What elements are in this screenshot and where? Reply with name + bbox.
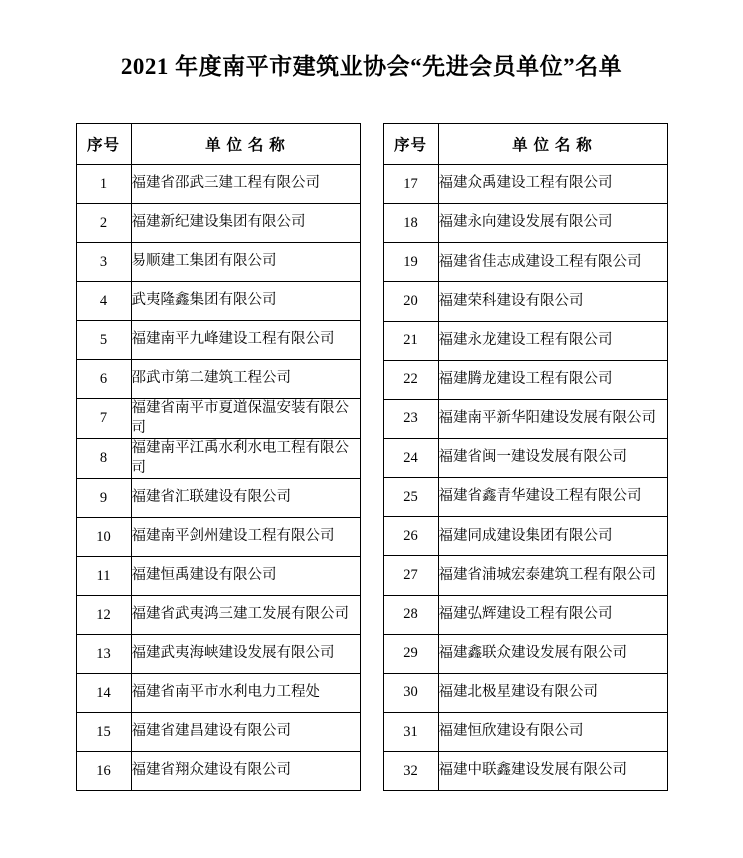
table-row (76, 282, 360, 321)
cell-company-name: 武夷隆鑫集团有限公司 (131, 282, 360, 321)
table-row (383, 595, 667, 634)
cell-sequence-number: 23 (383, 399, 438, 438)
table-row (76, 439, 360, 479)
cell-company-name: 福建武夷海峡建设发展有限公司 (131, 635, 360, 674)
cell-sequence-number: 19 (383, 243, 438, 282)
member-table-left (76, 123, 361, 791)
cell-sequence-number: 25 (383, 478, 438, 517)
table-row (76, 596, 360, 635)
cell-sequence-number: 11 (76, 557, 131, 596)
cell-sequence-number: 28 (383, 595, 438, 634)
member-table-right (383, 123, 668, 791)
table-row (383, 321, 667, 360)
table-row (76, 204, 360, 243)
cell-sequence-number: 31 (383, 712, 438, 751)
cell-sequence-number: 17 (383, 165, 438, 204)
cell-company-name: 福建恒欣建设有限公司 (438, 712, 667, 751)
cell-company-name: 福建永龙建设工程有限公司 (438, 321, 667, 360)
cell-sequence-number: 24 (383, 438, 438, 477)
cell-company-name: 福建北极星建设有限公司 (438, 673, 667, 712)
cell-company-name: 福建省南平市夏道保温安装有限公司 (131, 399, 360, 439)
table-row (76, 360, 360, 399)
cell-sequence-number: 7 (76, 399, 131, 439)
cell-company-name: 福建鑫联众建设发展有限公司 (438, 634, 667, 673)
table-row (383, 399, 667, 438)
table-row (383, 165, 667, 204)
column-header-name: 单 位 名 称 (131, 124, 360, 165)
cell-company-name: 福建恒禹建设有限公司 (131, 557, 360, 596)
cell-company-name: 福建众禹建设工程有限公司 (438, 165, 667, 204)
cell-sequence-number: 29 (383, 634, 438, 673)
cell-sequence-number: 27 (383, 556, 438, 595)
table-header-row (383, 124, 667, 165)
table-row (76, 713, 360, 752)
cell-company-name: 福建腾龙建设工程有限公司 (438, 360, 667, 399)
table-row (383, 517, 667, 556)
table-row (383, 438, 667, 477)
cell-sequence-number: 14 (76, 674, 131, 713)
cell-company-name: 福建南平新华阳建设发展有限公司 (438, 399, 667, 438)
table-row (383, 243, 667, 282)
cell-company-name: 福建省闽一建设发展有限公司 (438, 438, 667, 477)
cell-company-name: 福建省武夷鸿三建工发展有限公司 (131, 596, 360, 635)
cell-sequence-number: 32 (383, 752, 438, 791)
cell-sequence-number: 4 (76, 282, 131, 321)
table-row (383, 282, 667, 321)
table-row (76, 479, 360, 518)
cell-sequence-number: 3 (76, 243, 131, 282)
cell-company-name: 福建省建昌建设有限公司 (131, 713, 360, 752)
table-row (383, 752, 667, 791)
table-row (76, 635, 360, 674)
cell-sequence-number: 20 (383, 282, 438, 321)
cell-sequence-number: 9 (76, 479, 131, 518)
cell-sequence-number: 1 (76, 165, 131, 204)
cell-company-name: 福建永向建设发展有限公司 (438, 204, 667, 243)
table-row (76, 165, 360, 204)
cell-company-name: 易顺建工集团有限公司 (131, 243, 360, 282)
cell-sequence-number: 5 (76, 321, 131, 360)
cell-sequence-number: 16 (76, 752, 131, 791)
table-row (383, 556, 667, 595)
cell-sequence-number: 2 (76, 204, 131, 243)
cell-sequence-number: 22 (383, 360, 438, 399)
table-row (383, 634, 667, 673)
cell-sequence-number: 10 (76, 518, 131, 557)
column-header-no: 序号 (383, 124, 438, 165)
cell-company-name: 福建省翔众建设有限公司 (131, 752, 360, 791)
cell-sequence-number: 30 (383, 673, 438, 712)
table-row (76, 674, 360, 713)
table-row (76, 243, 360, 282)
cell-company-name: 福建新纪建设集团有限公司 (131, 204, 360, 243)
table-row (76, 752, 360, 791)
cell-sequence-number: 8 (76, 439, 131, 479)
table-row (76, 321, 360, 360)
cell-sequence-number: 26 (383, 517, 438, 556)
cell-company-name: 福建省南平市水利电力工程处 (131, 674, 360, 713)
table-row (76, 399, 360, 439)
cell-company-name: 福建省汇联建设有限公司 (131, 479, 360, 518)
cell-company-name: 福建弘辉建设工程有限公司 (438, 595, 667, 634)
column-header-name: 单 位 名 称 (438, 124, 667, 165)
cell-company-name: 福建中联鑫建设发展有限公司 (438, 752, 667, 791)
cell-company-name: 福建省浦城宏泰建筑工程有限公司 (438, 556, 667, 595)
cell-sequence-number: 21 (383, 321, 438, 360)
member-list-tables (0, 123, 743, 791)
column-header-no: 序号 (76, 124, 131, 165)
cell-company-name: 福建南平剑州建设工程有限公司 (131, 518, 360, 557)
table-row (383, 204, 667, 243)
table-row (383, 360, 667, 399)
table-row (76, 518, 360, 557)
table-row (383, 673, 667, 712)
cell-company-name: 邵武市第二建筑工程公司 (131, 360, 360, 399)
table-header-row (76, 124, 360, 165)
cell-company-name: 福建南平江禹水利水电工程有限公司 (131, 439, 360, 479)
cell-company-name: 福建省鑫青华建设工程有限公司 (438, 478, 667, 517)
table-row (383, 712, 667, 751)
cell-company-name: 福建荣科建设有限公司 (438, 282, 667, 321)
page-title: 2021 年度南平市建筑业协会“先进会员单位”名单 (120, 54, 623, 79)
cell-company-name: 福建省佳志成建设工程有限公司 (438, 243, 667, 282)
cell-sequence-number: 18 (383, 204, 438, 243)
cell-company-name: 福建同成建设集团有限公司 (438, 517, 667, 556)
table-row (383, 478, 667, 517)
cell-sequence-number: 6 (76, 360, 131, 399)
cell-company-name: 福建省邵武三建工程有限公司 (131, 165, 360, 204)
cell-sequence-number: 15 (76, 713, 131, 752)
cell-sequence-number: 12 (76, 596, 131, 635)
table-row (76, 557, 360, 596)
cell-sequence-number: 13 (76, 635, 131, 674)
cell-company-name: 福建南平九峰建设工程有限公司 (131, 321, 360, 360)
